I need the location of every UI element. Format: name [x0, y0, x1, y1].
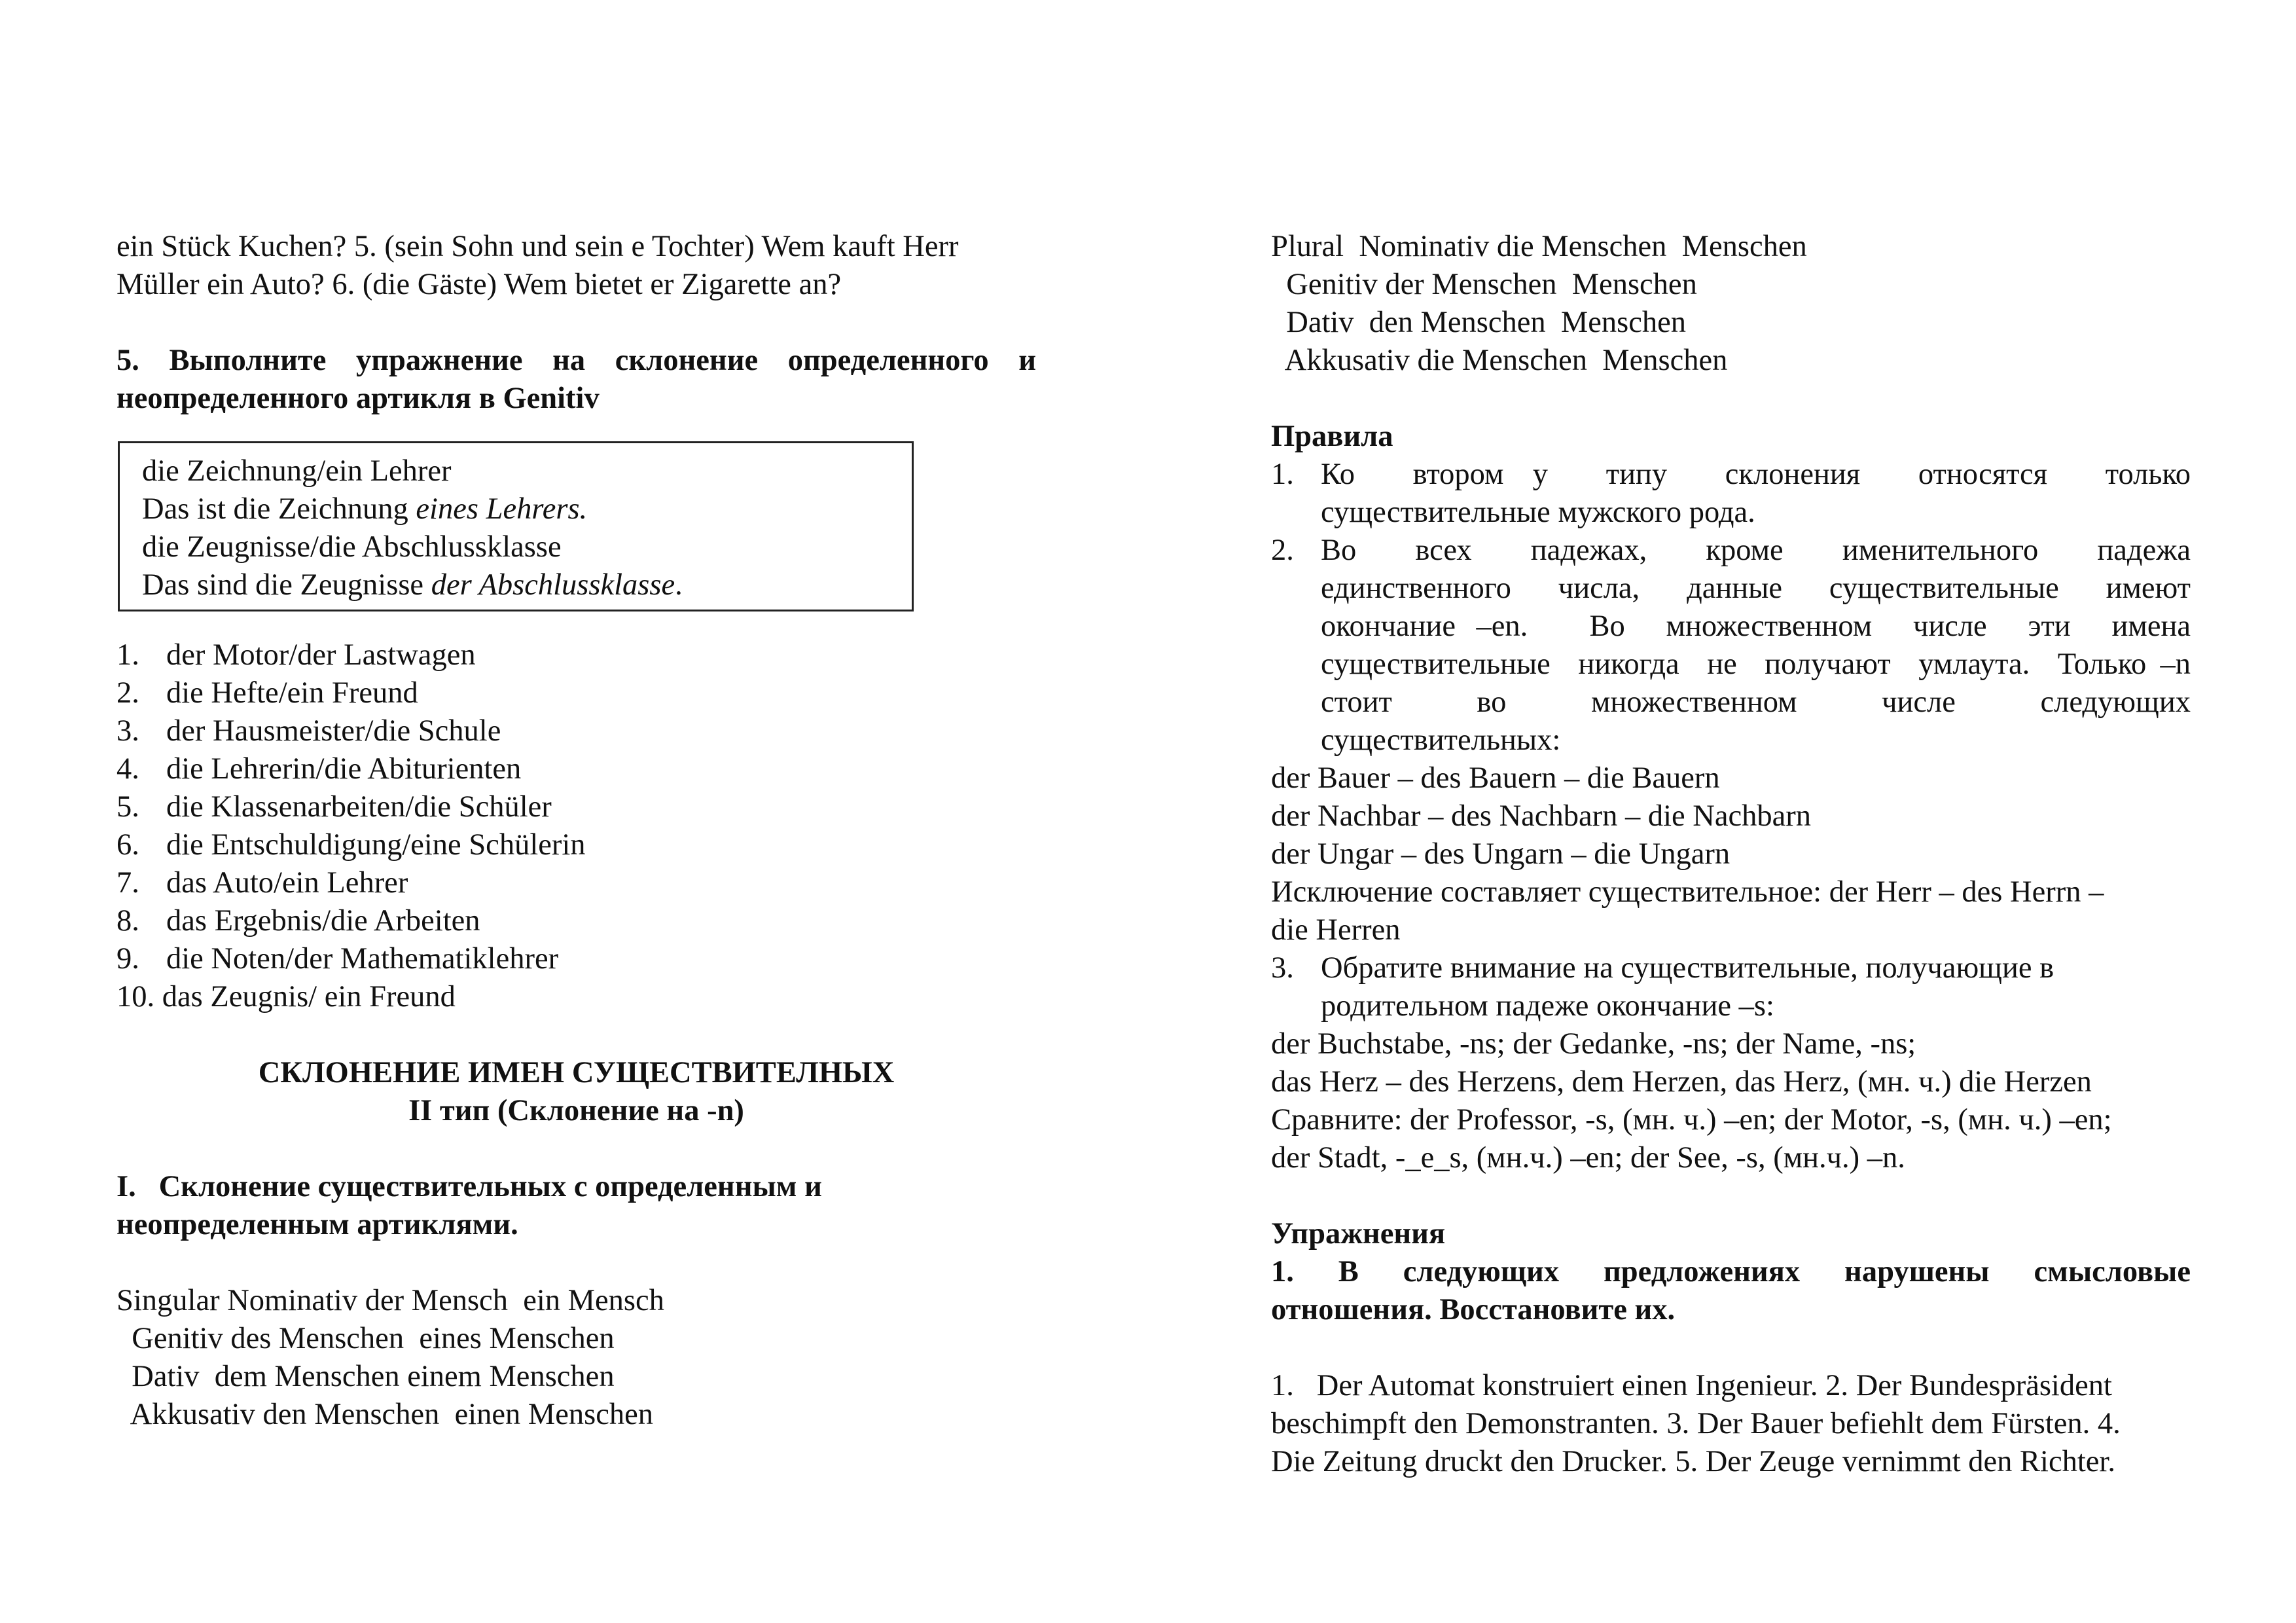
subsection-heading-line: I. Склонение существительных с определенным и [117, 1170, 822, 1203]
rule3-example-line: das Herz – des Herzens, dem Herzen, das Herz, (мн. ч.) die Herzen [1271, 1065, 2092, 1099]
example-line: die Herren [1271, 913, 1401, 947]
example-line: die Zeichnung/ein Lehrer [142, 454, 452, 488]
example-line: der Bauer – des Bauern – die Bauern [1271, 761, 1720, 795]
list-item: 2. die Hefte/ein Freund [117, 676, 418, 710]
list-item: 3. der Hausmeister/die Schule [117, 714, 501, 748]
exercise1-heading-line: отношения. Восстановите их. [1271, 1293, 1676, 1326]
plural-line: Genitiv der Menschen Menschen [1271, 268, 1697, 301]
rule3-example-line: Сравните: der Professor, -s, (мн. ч.) –en; der Motor, -s, (мн. ч.) –en; [1271, 1103, 2112, 1137]
exercise1-body-line: Die Zeitung druckt den Drucker. 5. Der Zeuge vernimmt den Richter. [1271, 1445, 2115, 1478]
example-line: Das ist die Zeichnung eines Lehrers. [142, 492, 588, 526]
example-line: der Nachbar – des Nachbarn – die Nachbarn [1271, 799, 1811, 833]
singular-line: Akkusativ den Menschen einen Menschen [117, 1398, 654, 1431]
list-item: 9. die Noten/der Mathematiklehrer [117, 942, 559, 976]
rule-2: 2. Во всех падежах, кроме именительного падежа единственного числа, данные существительные имеют окончание –en. Во множественном числе эти имена существительные никогда не получают умлаута. Только –n стоит во множественном числе следующих существительных: [1271, 534, 2198, 757]
rule3-example-line: der Stadt, -_e_s, (мн.ч.) –en; der See, -s, (мн.ч.) –n. [1271, 1141, 1905, 1175]
list-item: 10. das Zeugnis/ ein Freund [117, 980, 456, 1013]
section-subtitle: II тип (Склонение на -n) [408, 1094, 744, 1127]
plural-line: Dativ den Menschen Menschen [1271, 306, 1687, 339]
intro-line: ein Stück Kuchen? 5. (sein Sohn und sein e Tochter) Wem kauft Herr [117, 230, 959, 263]
exercises-heading: Упражнения [1271, 1217, 1446, 1250]
list-item: 7. das Auto/ein Lehrer [117, 866, 408, 900]
plural-line: Plural Nominativ die Menschen Menschen [1271, 230, 1807, 263]
exercise1-heading-line: 1. В следующих предложениях нарушены смысловые [1271, 1255, 2191, 1288]
subsection-heading-line: неопределенным артиклями. [117, 1208, 518, 1241]
plural-line: Akkusativ die Menschen Menschen [1271, 344, 1728, 377]
list-item: 8. das Ergebnis/die Arbeiten [117, 904, 480, 938]
example-line: der Ungar – des Ungarn – die Ungarn [1271, 837, 1731, 871]
rule-3: 3. Обратите внимание на существительные, получающие в родительном падеже окончание –s: [1271, 951, 2054, 1023]
task5-heading-line: 5. Выполните упражнение на склонение определенного и [117, 344, 1036, 377]
exercise-list [117, 636, 1036, 1016]
singular-line: Genitiv des Menschen eines Menschen [117, 1322, 615, 1355]
rules-heading: Правила [1271, 420, 1393, 453]
right-column [1271, 228, 2198, 1481]
rule3-example-line: der Buchstabe, -ns; der Gedanke, -ns; der Name, -ns; [1271, 1027, 1916, 1061]
exercise1-body-line: 1. Der Automat konstruiert einen Ingenieur. 2. Der Bundespräsident [1271, 1369, 2112, 1402]
example-box [118, 441, 914, 611]
intro-line: Müller ein Auto? 6. (die Gäste) Wem bietet er Zigarette an? [117, 268, 842, 301]
section-title: СКЛОНЕНИЕ ИМЕН СУЩЕСТВИТЕЛНЫХ [258, 1056, 895, 1089]
list-item: 4. die Lehrerin/die Abiturienten [117, 752, 522, 786]
rule-1: 1. Ко втором у типу склонения относятся только существительные мужского рода. [1271, 458, 2191, 529]
example-line: Исключение составляет существительное: der Herr – des Herrn – [1271, 875, 2104, 909]
singular-line: Dativ dem Menschen einem Menschen [117, 1360, 615, 1393]
example-line: Das sind die Zeugnisse der Abschlussklasse. [142, 568, 683, 602]
task5-heading-line: неопределенного артикля в Genitiv [117, 382, 600, 415]
example-line: die Zeugnisse/die Abschlussklasse [142, 530, 562, 564]
exercise1-body-line: beschimpft den Demonstranten. 3. Der Bauer befiehlt dem Fürsten. 4. [1271, 1407, 2121, 1440]
left-column [117, 228, 1036, 1434]
list-item: 5. die Klassenarbeiten/die Schüler [117, 790, 552, 824]
singular-line: Singular Nominativ der Mensch ein Mensch [117, 1284, 664, 1317]
list-item: 1. der Motor/der Lastwagen [117, 638, 476, 672]
list-item: 6. die Entschuldigung/eine Schülerin [117, 828, 586, 862]
